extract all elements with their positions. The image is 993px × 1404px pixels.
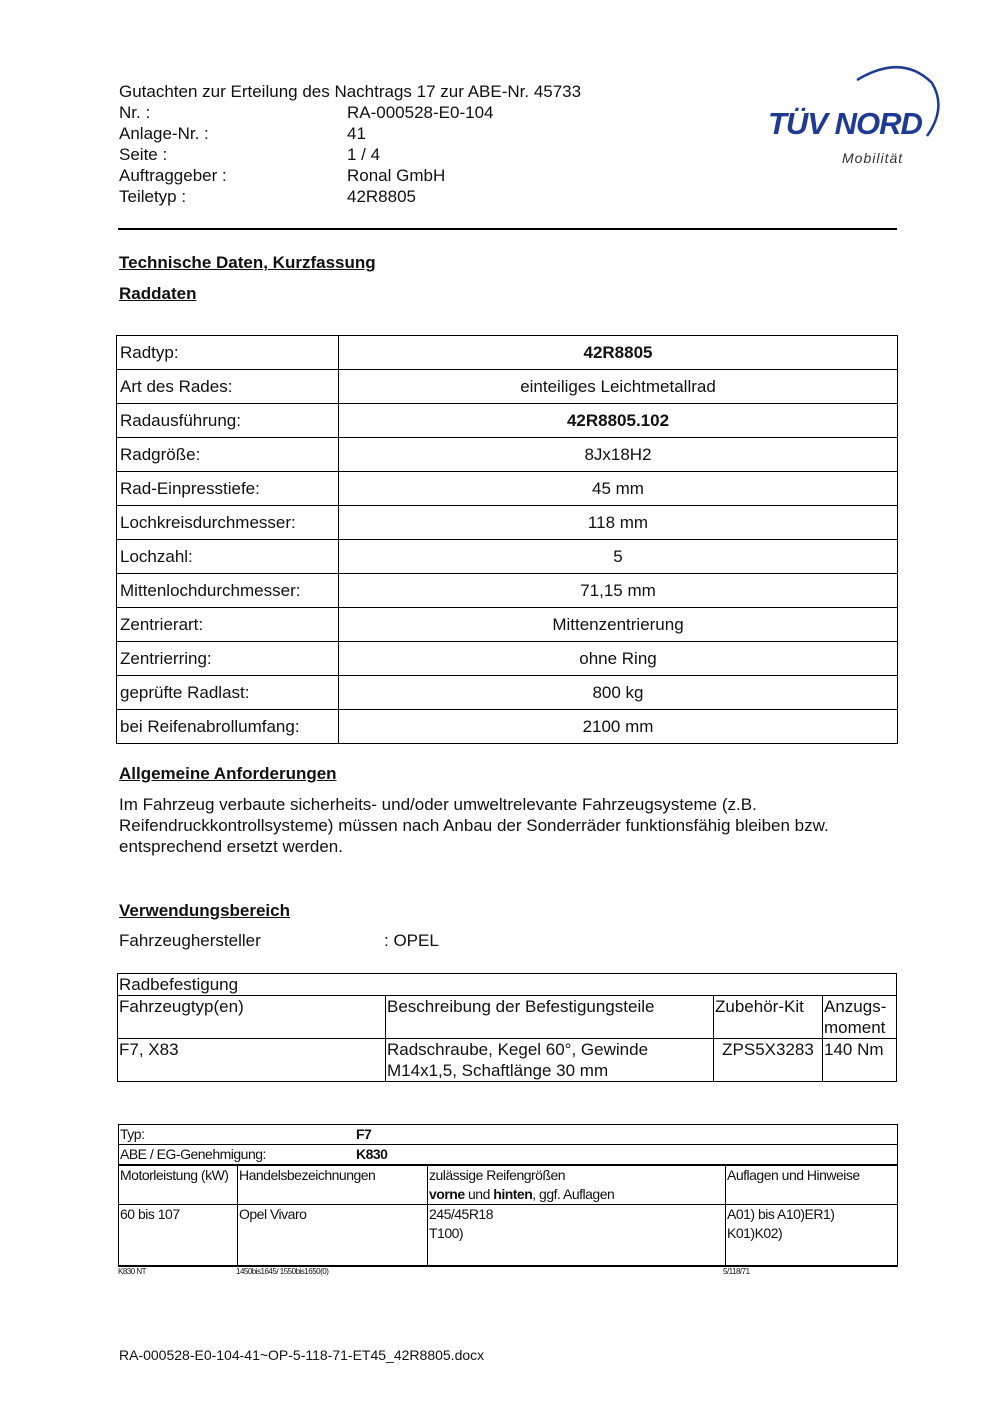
header-divider	[118, 228, 897, 230]
raddaten-value: 45 mm	[339, 472, 898, 506]
field-label-seite: Seite :	[119, 145, 168, 164]
typ-cell-motor: 60 bis 107	[119, 1205, 238, 1267]
typ-header-auflagen: Auflagen und Hinweise	[726, 1165, 898, 1205]
typ-value: F7	[356, 1126, 372, 1142]
field-value-anlage: 41	[347, 124, 366, 143]
typ-header-motor: Motorleistung (kW)	[119, 1165, 238, 1205]
typ-footnote-1: K830 NT	[118, 1267, 147, 1276]
typ-cell-auflagen-2: K01)K02)	[727, 1225, 783, 1241]
typ-footnote-2: 1450bis1645/ 1550bis1650(0)	[236, 1267, 329, 1276]
raddaten-row	[117, 540, 898, 574]
document-footer: RA-000528-E0-104-41~OP-5-118-71-ET45_42R8805.docx	[119, 1347, 485, 1363]
befestigung-header-anzug: Anzugs-moment	[823, 996, 897, 1039]
raddaten-value: 71,15 mm	[339, 574, 898, 608]
section-title-tech: Technische Daten, Kurzfassung	[119, 253, 376, 272]
befestigung-title: Radbefestigung	[118, 974, 897, 996]
typ-footnote-3: 5/118/71	[723, 1267, 750, 1276]
raddaten-row	[117, 438, 898, 472]
allgemein-paragraph: Im Fahrzeug verbaute sicherheits- und/oder umweltrelevante Fahrzeugsysteme (z.B. Reifendruckkontrollsysteme) müssen nach Anbau der Sonderräder funktionsfähig bleiben bzw. entsprechend ersetzt werden.	[119, 795, 829, 856]
typ-cell-reifen	[428, 1205, 726, 1267]
raddaten-label: Mittenlochdurchmesser:	[117, 574, 339, 608]
raddaten-row	[117, 574, 898, 608]
raddaten-row	[117, 710, 898, 744]
abe-value: K830	[356, 1146, 388, 1162]
field-label-teiletyp: Teiletyp :	[119, 187, 187, 206]
raddaten-label: Rad-Einpresstiefe:	[117, 472, 339, 506]
typ-cell-auflagen-1: A01) bis A10)ER1)	[727, 1206, 835, 1222]
raddaten-label: Radausführung:	[117, 404, 339, 438]
field-label-nr: Nr. :	[119, 103, 151, 122]
section-title-raddaten: Raddaten	[119, 284, 197, 303]
fahrzeughersteller-label: Fahrzeughersteller	[119, 931, 261, 950]
befestigung-header-typ: Fahrzeugtyp(en)	[118, 996, 386, 1039]
field-value-teiletyp: 42R8805	[347, 187, 417, 206]
section-title-allgemein: Allgemeine Anforderungen	[119, 764, 337, 783]
befestigung-cell-anzug: 140 Nm	[823, 1039, 897, 1082]
raddaten-value: 800 kg	[339, 676, 898, 710]
raddaten-label: Radgröße:	[117, 438, 339, 472]
raddaten-value: Mittenzentrierung	[339, 608, 898, 642]
raddaten-value: 8Jx18H2	[339, 438, 898, 472]
raddaten-row	[117, 370, 898, 404]
fahrzeughersteller-value: : OPEL	[384, 931, 439, 950]
raddaten-value: 42R8805.102	[339, 404, 898, 438]
field-label-auftraggeber: Auftraggeber :	[119, 166, 227, 185]
logo-brand: TÜV NORD	[768, 106, 922, 141]
raddaten-row	[117, 404, 898, 438]
typ-label: Typ:	[120, 1126, 145, 1142]
typ-cell-reifen-1: 245/45R18	[429, 1206, 494, 1222]
raddaten-label: Lochkreisdurchmesser:	[117, 506, 339, 540]
typ-cell-reifen-2: T100)	[429, 1225, 464, 1241]
raddaten-row	[117, 676, 898, 710]
typ-header-reifen-line2: vorne und hinten, ggf. Auflagen	[429, 1186, 615, 1202]
typ-header-reifen	[428, 1165, 726, 1205]
raddaten-value: ohne Ring	[339, 642, 898, 676]
section-title-verwendung: Verwendungsbereich	[119, 901, 290, 920]
raddaten-value: 42R8805	[339, 336, 898, 370]
raddaten-value: 2100 mm	[339, 710, 898, 744]
abe-label: ABE / EG-Genehmigung:	[120, 1146, 266, 1162]
logo-subtitle: Mobilität	[842, 150, 904, 166]
raddaten-value: 5	[339, 540, 898, 574]
raddaten-row	[117, 336, 898, 370]
befestigung-table	[117, 973, 897, 1082]
befestigung-cell-typ: F7, X83	[118, 1039, 386, 1082]
raddaten-label: Zentrierart:	[117, 608, 339, 642]
raddaten-value: einteiliges Leichtmetallrad	[339, 370, 898, 404]
befestigung-cell-beschreibung: Radschraube, Kegel 60°, Gewinde M14x1,5, Schaftlänge 30 mm	[386, 1039, 714, 1082]
field-value-auftraggeber: Ronal GmbH	[347, 166, 446, 185]
raddaten-label: bei Reifenabrollumfang:	[117, 710, 339, 744]
typ-cell-auflagen	[726, 1205, 898, 1267]
raddaten-row	[117, 642, 898, 676]
raddaten-label: Lochzahl:	[117, 540, 339, 574]
raddaten-row	[117, 472, 898, 506]
befestigung-header-beschreibung: Beschreibung der Befestigungsteile	[386, 996, 714, 1039]
befestigung-header-kit: Zubehör-Kit	[714, 996, 823, 1039]
raddaten-label: geprüfte Radlast:	[117, 676, 339, 710]
raddaten-row	[117, 608, 898, 642]
typ-cell-handel: Opel Vivaro	[238, 1205, 428, 1267]
raddaten-label: Zentrierring:	[117, 642, 339, 676]
tuv-nord-logo	[762, 58, 942, 173]
raddaten-label: Art des Rades:	[117, 370, 339, 404]
field-value-nr: RA-000528-E0-104	[347, 103, 494, 122]
raddaten-table	[116, 335, 898, 744]
raddaten-value: 118 mm	[339, 506, 898, 540]
typ-header-handel: Handelsbezeichnungen	[238, 1165, 428, 1205]
document-title: Gutachten zur Erteilung des Nachtrags 17 zur ABE-Nr. 45733	[119, 82, 582, 101]
befestigung-cell-kit: ZPS5X3283	[714, 1039, 823, 1082]
field-value-seite: 1 / 4	[347, 145, 381, 164]
typ-table	[118, 1124, 898, 1267]
raddaten-row	[117, 506, 898, 540]
typ-header-reifen-line1: zulässige Reifengrößen	[429, 1167, 566, 1183]
field-label-anlage: Anlage-Nr. :	[119, 124, 209, 143]
raddaten-label: Radtyp:	[117, 336, 339, 370]
